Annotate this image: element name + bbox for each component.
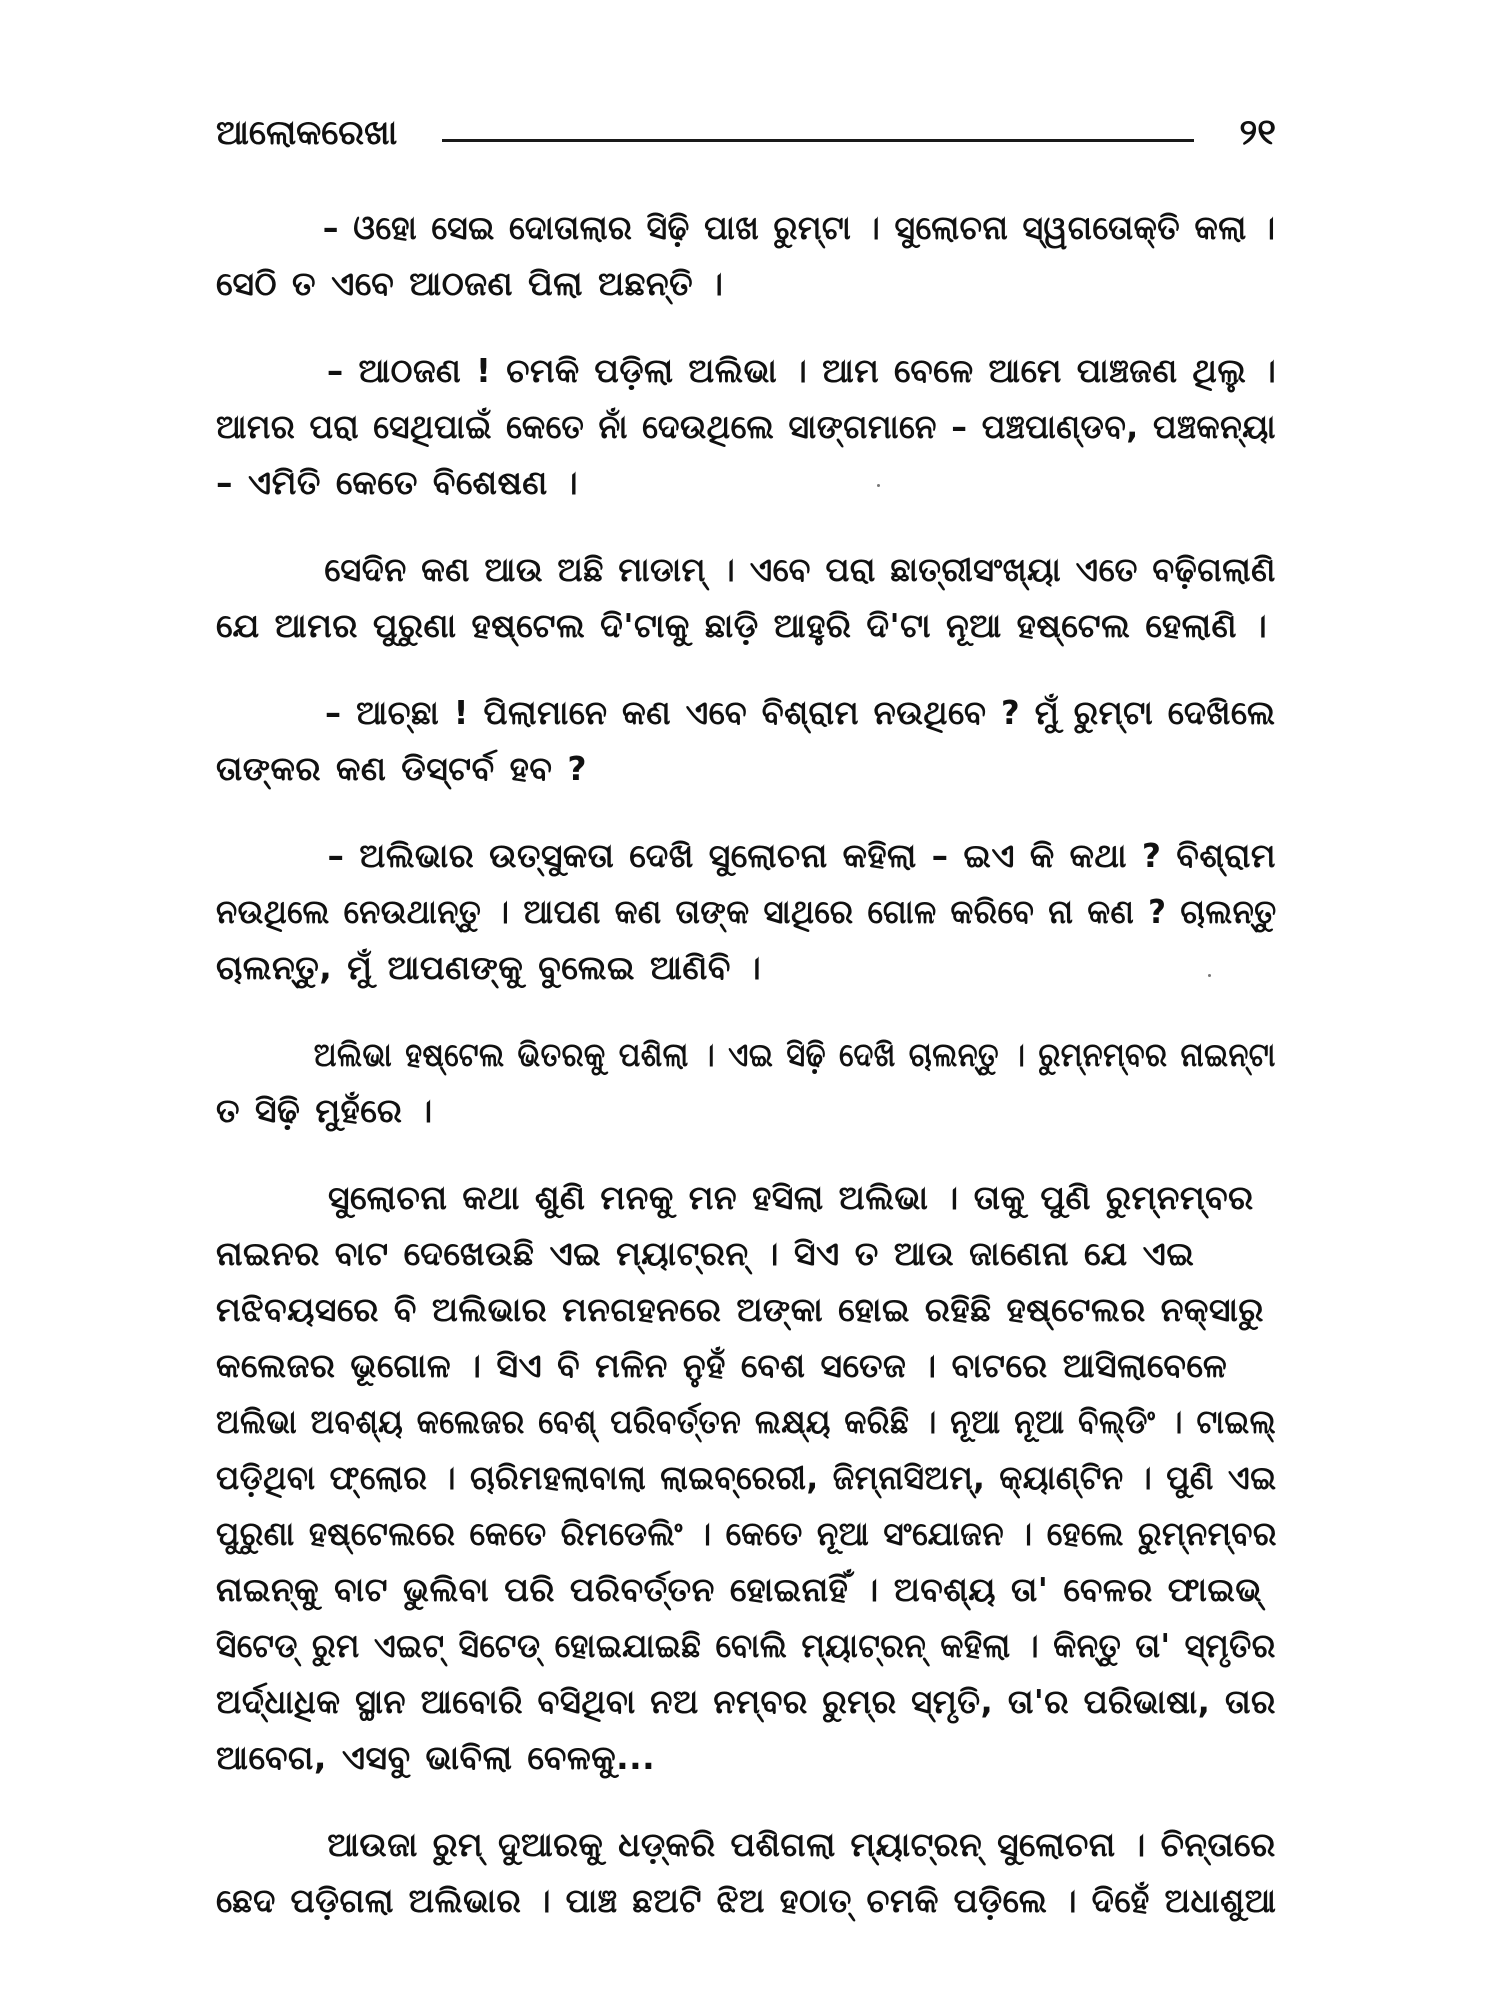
text-line: ଆବେଗ, ଏସବୁ ଭାବିଲା ବେଳକୁ... bbox=[216, 1738, 656, 1777]
print-speck bbox=[877, 484, 880, 487]
paragraph bbox=[216, 542, 1276, 654]
text-line: ତ ସିଢ଼ି ମୁହଁରେ । bbox=[216, 1091, 433, 1130]
paragraph bbox=[216, 1170, 1276, 1786]
text-line: କଲେଜର ଭୂଗୋଳ । ସିଏ ବି ମଳିନ ନୁହଁ ବେଶ ସତେଜ । ବାଟରେ ଆସିଲାବେଳେ bbox=[216, 1346, 1228, 1385]
text-line: ଚାଲନ୍ତୁ, ମୁଁ ଆପଣଙ୍କୁ ବୁଲେଇ ଆଣିବି । bbox=[216, 948, 762, 987]
text-line: ଆଉଜା ରୁମ୍ ଦୁଆରକୁ ଧଡ଼୍‌କରି ପଶିଗଲା ମ୍ୟାଟ୍ରନ୍ ସୁଲୋଚନା । ଚିନ୍ତାରେ bbox=[327, 1825, 1276, 1864]
paragraph bbox=[216, 200, 1276, 312]
paragraph bbox=[216, 343, 1276, 511]
text-line: – ଆଠଜଣ ! ଚମକି ପଡ଼ିଲା ଅଲିଭା । ଆମ ବେଳେ ଆମେ ପାଞ୍ଚଜଣ ଥିଲୁ । bbox=[326, 351, 1277, 390]
text-line: ତାଙ୍କର କଣ ଡିସ୍‌ଟର୍ବ ହବ ? bbox=[216, 749, 587, 788]
text-line: ସେଠି ତ ଏବେ ଆଠଜଣ ପିଲା ଅଛନ୍ତି । bbox=[216, 264, 724, 303]
text-line: ଆମର ପରା ସେଥିପାଇଁ କେତେ ନାଁ ଦେଉଥିଲେ ସାଙ୍ଗମାନେ – ପଞ୍ଚପାଣ୍ଡବ, ପଞ୍ଚକନ୍ୟା bbox=[216, 407, 1276, 446]
text-line: – ଏମିତି କେତେ ବିଶେଷଣ । bbox=[216, 463, 579, 502]
text-line: ଅଲିଭା ହଷ୍ଟେଲ ଭିତରକୁ ପଶିଲା । ଏଇ ସିଢ଼ି ଦେଖି ଚାଲନ୍ତୁ । ରୁମ୍‌ନମ୍ବର ନାଇନ୍‌ଟା bbox=[313, 1035, 1276, 1074]
text-line: – ଓହୋ ସେଇ ଦୋତାଲାର ସିଢ଼ି ପାଖ ରୁମ୍‌ଟା । ସୁଲୋଚନା ସ୍ୱଗତୋକ୍ତି କଲା । bbox=[322, 208, 1276, 247]
text-line: ଅର୍ଦ୍ଧାଧିକ ସ୍ଥାନ ଆବୋରି ବସିଥିବା ନଅ ନମ୍ବର ରୁମ୍‌ର ସ୍ମୃତି, ତା'ର ପରିଭାଷା, ତାର bbox=[216, 1682, 1276, 1721]
running-title: ଆଲୋକରେଖା bbox=[216, 113, 398, 153]
text-line: ସିଟେଡ୍ ରୁମ ଏଇଟ୍ ସିଟେଡ୍ ହୋଇଯାଇଛି ବୋଲି ମ୍ୟାଟ୍ରନ୍ କହିଲା । କିନ୍ତୁ ତା' ସ୍ମୃତିର bbox=[216, 1626, 1276, 1665]
text-line: – ଆଚ୍ଛା ! ପିଲାମାନେ କଣ ଏବେ ବିଶ୍ରାମ ନଉଥିବେ ? ମୁଁ ରୁମ୍‌ଟା ଦେଖିଲେ bbox=[324, 693, 1276, 732]
paragraph bbox=[216, 1027, 1276, 1139]
text-line: ପଡ଼ିଥିବା ଫ୍ଲୋର । ଚାରିମହଲାବାଲା ଲାଇବ୍ରେରୀ, ଜିମ୍‌ନାସିଅମ୍, କ୍ୟାଣ୍ଟିନ । ପୁଣି ଏଇ bbox=[216, 1458, 1277, 1497]
body-text bbox=[216, 200, 1276, 1960]
paragraph bbox=[216, 685, 1276, 797]
print-speck bbox=[1208, 974, 1211, 977]
paragraph bbox=[216, 828, 1276, 996]
text-line: ନାଇନ୍‌କୁ ବାଟ ଭୁଲିବା ପରି ପରିବର୍ତ୍ତନ ହୋଇନାହିଁ । ଅବଶ୍ୟ ତା' ବେଳର ଫାଇଭ୍ bbox=[216, 1570, 1262, 1609]
text-line: ନାଇନର ବାଟ ଦେଖେଉଛି ଏଇ ମ୍ୟାଟ୍ରନ୍ । ସିଏ ତ ଆଉ ଜାଣେନା ଯେ ଏଇ bbox=[216, 1234, 1195, 1273]
text-line: ପୁରୁଣା ହଷ୍ଟେଲରେ କେତେ ରିମଡେଲିଂ । କେତେ ନୂଆ ସଂଯୋଜନ । ହେଲେ ରୁମ୍‌ନମ୍ବର bbox=[216, 1514, 1277, 1553]
header-rule bbox=[442, 139, 1194, 142]
text-line: ଯେ ଆମର ପୁରୁଣା ହଷ୍ଟେଲ ଦି'ଟାକୁ ଛାଡ଼ି ଆହୁରି ଦି'ଟା ନୂଆ ହଷ୍ଟେଲ ହେଲାଣି । bbox=[216, 606, 1268, 645]
text-line: ଅଲିଭା ଅବଶ୍ୟ କଲେଜର ବେଶ୍ ପରିବର୍ତ୍ତନ ଲକ୍ଷ୍ୟ କରିଛି । ନୂଆ ନୂଆ ବିଲ୍‌ଡିଂ । ଟାଇଲ୍ bbox=[216, 1402, 1277, 1441]
text-line: ନଉଥିଲେ ନେଉଥାନ୍ତୁ । ଆପଣ କଣ ତାଙ୍କ ସାଥିରେ ଗୋଳ କରିବେ ନା କଣ ? ଚାଲନ୍ତୁ bbox=[216, 892, 1277, 931]
text-line: ମଝିବୟସରେ ବି ଅଲିଭାର ମନଗହନରେ ଅଙ୍କା ହୋଇ ରହିଛି ହଷ୍ଟେଲର ନକ୍‌ସାରୁ bbox=[216, 1290, 1264, 1329]
text-line: – ଅଲିଭାର ଉତ୍ସୁକତା ଦେଖି ସୁଲୋଚନା କହିଲା – ଇଏ କି କଥା ? ବିଶ୍ରାମ bbox=[327, 836, 1276, 875]
page-header bbox=[216, 108, 1276, 158]
page-number: ୨୧ bbox=[1239, 112, 1276, 153]
text-line: ସୁଲୋଚନା କଥା ଶୁଣି ମନକୁ ମନ ହସିଲା ଅଲିଭା । ତାକୁ ପୁଣି ରୁମ୍‌ନମ୍ବର bbox=[328, 1178, 1254, 1217]
text-line: ଛେଦ ପଡ଼ିଗଲା ଅଲିଭାର । ପାଞ୍ଚ ଛଅଟି ଝିଅ ହଠାତ୍ ଚମକି ପଡ଼ିଲେ । ଦିହେଁ ଅଧାଶୁଆ bbox=[216, 1881, 1277, 1920]
text-line: ସେଦିନ କଣ ଆଉ ଅଛି ମାଡାମ୍ । ଏବେ ପରା ଛାତ୍ରୀସଂଖ୍ୟା ଏତେ ବଢ଼ିଗଲାଣି bbox=[324, 550, 1276, 589]
paragraph bbox=[216, 1817, 1276, 1929]
